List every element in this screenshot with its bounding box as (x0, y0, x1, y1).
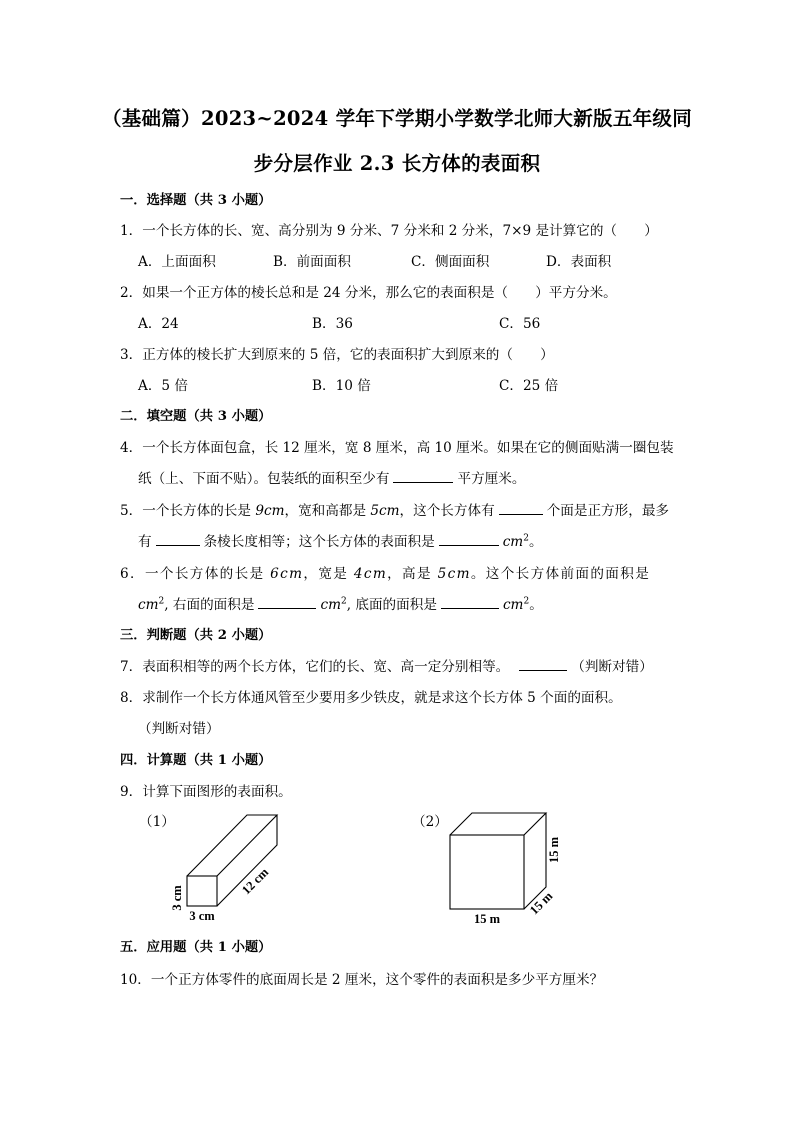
q6-text-5: , 右面的面积是 (164, 597, 255, 613)
q7-line (120, 655, 653, 675)
q2-option-b: B．36 (312, 316, 353, 332)
q7-answer-blank[interactable] (519, 658, 567, 671)
q6-unit-sup-3: 2 (523, 596, 530, 607)
q2-option-c: C．56 (499, 316, 541, 332)
q4-line-1: 4．一个长方体面包盒，长 12 厘米，宽 8 厘米，高 10 厘米。如果在它的侧面贴满一圈包装 (120, 440, 674, 456)
q6-height: 5cm (437, 566, 471, 582)
q3-stem: 3．正方体的棱长扩大到原来的 5 倍，它的表面积扩大到原来的（ ） (120, 347, 554, 363)
q6-unit-sup-1: 2 (158, 596, 165, 607)
cube-front-face (450, 835, 524, 909)
q6-unit-2: cm (320, 597, 341, 613)
q4-answer-blank[interactable] (393, 470, 453, 483)
cuboid-top-face (187, 815, 277, 876)
q5-blank-1[interactable] (499, 502, 543, 515)
section-fill-heading: 二．填空题（共 3 小题） (120, 409, 272, 424)
q4-line-2 (138, 467, 525, 487)
title-line-2: 步分层作业 2.3 长方体的表面积 (253, 152, 541, 175)
q9-fig1-height: 3 cm (170, 885, 184, 911)
q3-option-b: B．10 倍 (312, 378, 371, 394)
q5-width: 5cm (370, 503, 400, 519)
q1-option-c: C．侧面面积 (411, 254, 490, 270)
q5-blank-3[interactable] (439, 533, 499, 546)
q6-unit-3: cm (502, 597, 524, 613)
q5-text-2: ，宽和高都是 (284, 503, 371, 519)
q5-line-1 (120, 499, 669, 519)
q9-stem: 9．计算下面图形的表面积。 (120, 784, 292, 800)
q1-stem: 1．一个长方体的长、宽、高分别为 9 分米、7 分米和 2 分米，7×9 是计算它的（ ） (120, 223, 658, 239)
cube-top-face (450, 813, 546, 835)
q5-text-5: 有 (138, 534, 152, 550)
q5-end: 。 (528, 534, 543, 550)
q5-unit-sup: 2 (523, 533, 529, 544)
section-judge-heading: 三．判断题（共 2 小题） (120, 628, 272, 643)
q1-option-a: A．上面面积 (138, 254, 216, 270)
cuboid-front-face (187, 876, 217, 906)
q5-blank-2[interactable] (156, 533, 200, 546)
q6-line-1 (120, 562, 650, 582)
q9-figure-1-cuboid (160, 808, 310, 926)
q5-unit: cm (502, 534, 524, 550)
q5-text-4: 个面是正方形，最多 (546, 503, 670, 519)
q9-fig2-depth: 15 m (527, 889, 556, 918)
q8-line-1: 8．求制作一个长方体通风管至少要用多少铁皮，就是求这个长方体 5 个面的面积。 (120, 690, 622, 706)
section-apply-heading: 五．应用题（共 1 小题） (120, 940, 272, 955)
q3-option-a: A．5 倍 (138, 378, 188, 394)
q9-figure-2-cube (440, 808, 580, 928)
q6-unit-sup-2: 2 (340, 596, 347, 607)
q4-text-b: 平方厘米。 (457, 471, 526, 487)
q5-line-2 (138, 530, 543, 550)
q5-text-3: ，这个长方体有 (399, 503, 495, 519)
q6-unit-1: cm (138, 597, 159, 613)
q6-text-2: ，宽是 (303, 566, 354, 582)
q10-stem: 10．一个正方体零件的底面周长是 2 厘米，这个零件的表面积是多少平方厘米？ (120, 972, 604, 988)
q6-end: 。 (529, 597, 543, 613)
q6-blank-3[interactable] (441, 596, 499, 609)
q6-blank-2[interactable] (258, 596, 316, 609)
q2-stem: 2．如果一个正方体的棱长总和是 24 分米，那么它的表面积是（ ）平方分米。 (120, 285, 617, 301)
q9-fig1-width: 3 cm (189, 909, 215, 923)
q6-line-2 (138, 593, 543, 613)
q5-text-1: 5．一个长方体的长是 (120, 503, 256, 519)
q6-text-1: 6．一个长方体的长是 (120, 566, 271, 582)
q6-text-6: , 底面的面积是 (346, 597, 437, 613)
q1-option-d: D．表面积 (546, 254, 612, 270)
title-line-1: （基础篇）2023~2024 学年下学期小学数学北师大新版五年级同 (101, 107, 693, 130)
section-calc-heading: 四．计算题（共 1 小题） (120, 753, 272, 768)
q9-fig1-label: （1） (139, 814, 175, 830)
q9-fig1-length: 12 cm (239, 865, 272, 898)
q9-fig2-height: 15 m (547, 836, 561, 864)
q3-option-c: C．25 倍 (499, 378, 559, 394)
q6-length: 6cm (270, 566, 304, 582)
q2-option-a: A．24 (138, 316, 179, 332)
q4-text-a: 纸（上、下面不贴）。包装纸的面积至少有 (138, 471, 390, 487)
q5-length: 9cm (255, 503, 285, 519)
q6-text-4: 。这个长方体前面的面积是 (470, 566, 651, 582)
q7-text: 7．表面积相等的两个长方体，它们的长、宽、高一定分别相等。 (120, 659, 510, 675)
q5-text-6: 条棱长度相等；这个长方体的表面积是 (203, 534, 435, 550)
q6-width: 4cm (353, 566, 388, 582)
q6-text-3: ，高是 (387, 566, 438, 582)
q9-fig2-label: （2） (412, 814, 448, 830)
q7-tail: （判断对错） (571, 659, 653, 675)
q8-line-2: （判断对错） (138, 721, 220, 737)
section-choice-heading: 一．选择题（共 3 小题） (120, 193, 272, 208)
q9-fig2-width: 15 m (473, 912, 501, 926)
q1-option-b: B．前面面积 (273, 254, 351, 270)
